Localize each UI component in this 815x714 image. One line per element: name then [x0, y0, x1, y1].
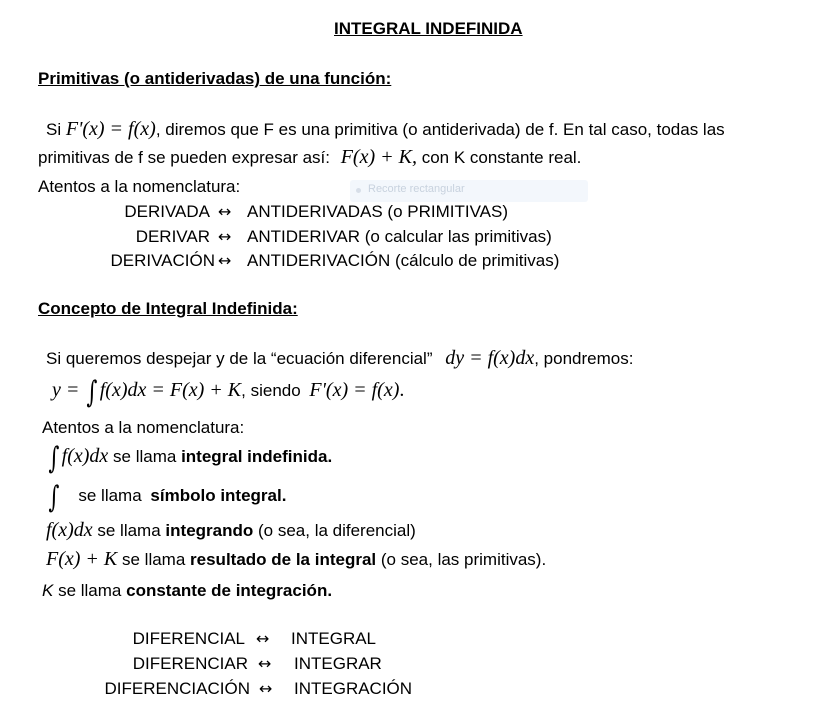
general-primitive-equation: F(x) + K,	[340, 146, 417, 168]
definition-simbolo-integral	[46, 480, 287, 515]
section-heading-concepto: Concepto de Integral Indefinida:	[38, 299, 298, 318]
page-title: INTEGRAL INDEFINIDA	[334, 19, 523, 38]
pair-right-integracion: INTEGRACIÓN	[294, 679, 413, 698]
pair-left-derivacion: DERIVACIÓN	[110, 251, 215, 270]
nomenclature-label-2: Atentos a la nomenclatura:	[42, 418, 245, 437]
se-llama-text: se llama	[121, 550, 186, 569]
snip-overlay[interactable]	[350, 180, 588, 202]
siendo-text: , siendo	[241, 381, 301, 400]
pair-left-diferenciacion: DIFERENCIACIÓN	[104, 679, 250, 698]
pair-right-antiderivacion: ANTIDERIVACIÓN (cálculo de primitivas)	[247, 251, 560, 270]
section-heading-primitivas: Primitivas (o antiderivadas) de una función:	[38, 69, 392, 88]
term-constante: constante de integración.	[126, 581, 333, 600]
integral-sign-icon: ∫	[48, 441, 60, 476]
term-simbolo-integral: símbolo integral.	[150, 486, 287, 505]
integral-expression: f(x)dx = F(x) + K	[99, 379, 242, 401]
integral-definition-line	[52, 375, 405, 410]
double-arrow-icon: ↔	[218, 251, 232, 270]
integrando-note: (o sea, la diferencial)	[258, 521, 416, 540]
pondremos-text: , pondremos:	[534, 349, 634, 368]
integrand-term: f(x)dx	[46, 519, 93, 541]
double-arrow-icon: ↔	[259, 679, 273, 698]
double-arrow-icon: ↔	[256, 629, 270, 648]
derivative-condition: F'(x) = f(x)	[309, 379, 400, 401]
term-resultado: resultado de la integral	[190, 550, 377, 569]
definition-resultado	[46, 548, 546, 571]
si-word: Si	[46, 120, 62, 139]
snip-overlay-label: Recorte rectangular	[368, 183, 465, 195]
nomenclature-label-1: Atentos a la nomenclatura:	[38, 177, 241, 196]
pair-left-diferencial: DIFERENCIAL	[132, 629, 245, 648]
definition-constante	[42, 581, 332, 601]
se-llama-text: se llama	[58, 581, 122, 600]
pair-right-antiderivadas: ANTIDERIVADAS (o PRIMITIVAS)	[247, 202, 509, 221]
integral-sign-icon: ∫	[86, 375, 98, 410]
pair-right-integrar: INTEGRAR	[294, 654, 382, 673]
differential-equation: dy = f(x)dx	[445, 347, 535, 369]
double-arrow-icon: ↔	[218, 202, 232, 221]
result-term: F(x) + K	[46, 548, 118, 570]
differential-equation-line	[46, 347, 633, 370]
pair-left-diferenciar: DIFERENCIAR	[132, 654, 248, 673]
k-letter: K	[42, 581, 54, 600]
pair-right-integral: INTEGRAL	[291, 629, 377, 648]
integral-term: f(x)dx	[61, 445, 109, 467]
despejar-text: Si queremos despejar y de la “ecuación diferencial”	[46, 349, 433, 368]
double-arrow-icon: ↔	[258, 654, 272, 673]
definition-text: , diremos que F es una primitiva (o antiderivada) de f. En tal caso, todas las	[155, 120, 725, 139]
primitive-equation: F'(x) = f(x)	[65, 118, 156, 140]
period: .	[399, 379, 405, 401]
constant-text: con K constante real.	[421, 148, 582, 167]
pair-left-derivada: DERIVADA	[124, 202, 210, 221]
y-equals: y =	[52, 379, 80, 401]
resultado-note: (o sea, las primitivas).	[380, 550, 547, 569]
integral-sign-icon: ∫	[48, 480, 60, 515]
term-integral-indefinida: integral indefinida.	[181, 447, 333, 466]
se-llama-text: se llama	[113, 447, 177, 466]
term-integrando: integrando	[165, 521, 254, 540]
definition-integrando	[46, 519, 416, 542]
se-llama-text: se llama	[97, 521, 161, 540]
snip-dot-icon	[356, 188, 361, 193]
pair-right-antiderivar: ANTIDERIVAR (o calcular las primitivas)	[247, 227, 552, 246]
primitives-text: primitivas de f se pueden expresar así:	[38, 148, 330, 167]
definition-line-1	[46, 118, 725, 141]
definition-integral-indefinida	[46, 441, 333, 476]
definition-line-2	[38, 146, 581, 169]
double-arrow-icon: ↔	[218, 227, 232, 246]
se-llama-text: se llama	[78, 486, 142, 505]
pair-left-derivar: DERIVAR	[135, 227, 210, 246]
